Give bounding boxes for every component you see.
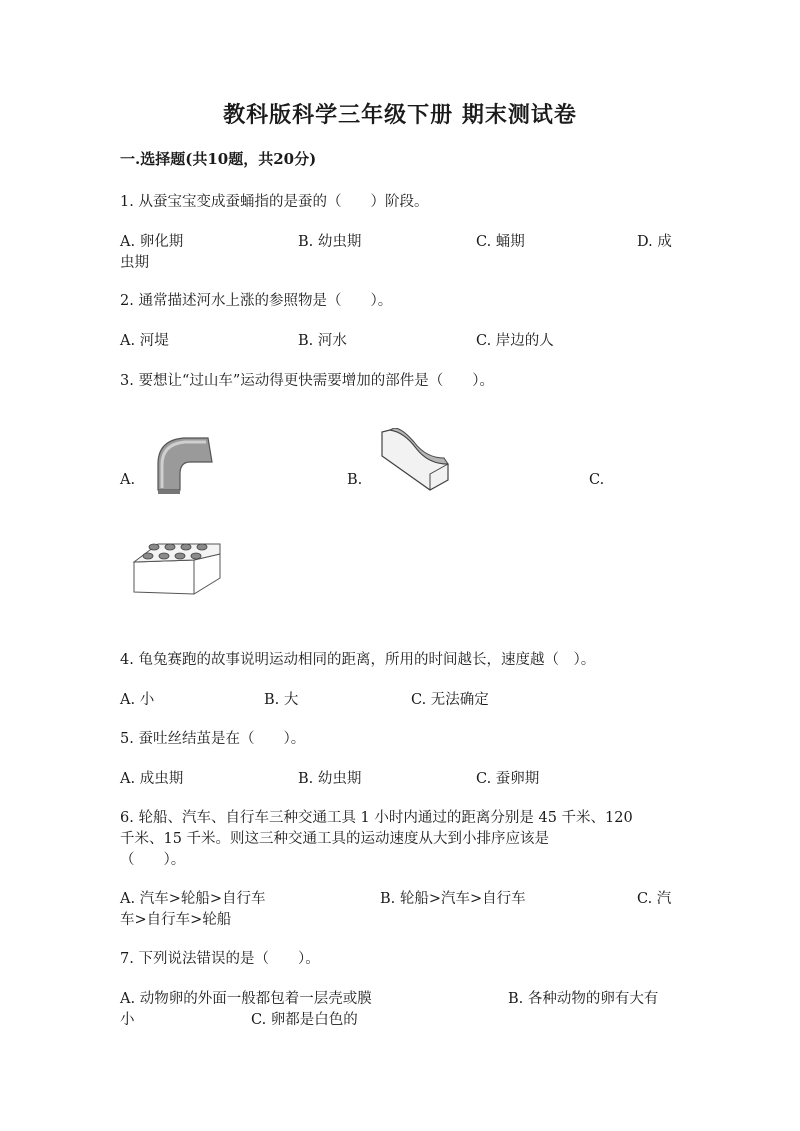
- slope-track-image: [378, 428, 452, 492]
- question-5-option-a: A. 成虫期: [120, 771, 184, 787]
- question-7-option-b: B. 各种动物的卵有大有: [508, 991, 659, 1007]
- section-heading: 一.选择题(共10题，共20分): [120, 150, 317, 168]
- question-6-stem-line-1: 6. 轮船、汽车、自行车三种交通工具 1 小时内通过的距离分别是 45 千米、120: [120, 810, 633, 826]
- question-1-option-c: C. 蛹期: [476, 234, 525, 250]
- question-6-option-b: B. 轮船>汽车>自行车: [380, 891, 526, 907]
- question-5-option-b: B. 幼虫期: [298, 771, 362, 787]
- building-block-image: [132, 538, 222, 596]
- question-2-option-c: C. 岸边的人: [476, 333, 554, 349]
- question-5-stem: 5. 蚕吐丝结茧是在（ ）。: [120, 731, 306, 747]
- question-3-option-c: C.: [589, 472, 605, 488]
- question-6-option-c-wrap: 车>自行车>轮船: [120, 912, 232, 928]
- question-7-option-c: C. 卵都是白色的: [251, 1012, 358, 1028]
- question-4-option-b: B. 大: [264, 692, 299, 708]
- question-1-option-d: D. 成: [637, 234, 672, 250]
- question-2-stem: 2. 通常描述河水上涨的参照物是（ ）。: [120, 293, 393, 309]
- question-6-option-c: C. 汽: [637, 891, 672, 907]
- question-4-stem: 4. 龟兔赛跑的故事说明运动相同的距离，所用的时间越长，速度越（ ）。: [120, 652, 596, 668]
- question-3-option-b: B.: [347, 472, 363, 488]
- curved-track-image: [150, 432, 220, 496]
- question-2-option-a: A. 河堤: [120, 333, 169, 349]
- question-5-option-c: C. 蚕卵期: [476, 771, 540, 787]
- question-4-option-c: C. 无法确定: [411, 692, 489, 708]
- question-6-stem-line-3: （ ）。: [120, 852, 186, 868]
- question-7-option-b-wrap: 小: [120, 1012, 135, 1028]
- question-4-option-a: A. 小: [120, 692, 155, 708]
- question-2-option-b: B. 河水: [298, 333, 347, 349]
- question-6-stem-line-2: 千米、15 千米。则这三种交通工具的运动速度从大到小排序应该是: [120, 831, 550, 847]
- question-1-option-a: A. 卵化期: [120, 234, 184, 250]
- question-1-option-b: B. 幼虫期: [298, 234, 362, 250]
- question-3-option-a: A.: [120, 472, 136, 488]
- page-title: 教科版科学三年级下册 期末测试卷: [223, 102, 577, 128]
- question-7-option-a: A. 动物卵的外面一般都包着一层壳或膜: [120, 991, 372, 1007]
- question-7-stem: 7. 下列说法错误的是（ ）。: [120, 951, 320, 967]
- question-1-option-d-wrap: 虫期: [120, 255, 149, 271]
- question-6-option-a: A. 汽车>轮船>自行车: [120, 891, 266, 907]
- question-3-stem: 3. 要想让“过山车”运动得更快需要增加的部件是（ ）。: [120, 373, 495, 389]
- question-1-stem: 1. 从蚕宝宝变成蚕蛹指的是蚕的（ ）阶段。: [120, 194, 429, 210]
